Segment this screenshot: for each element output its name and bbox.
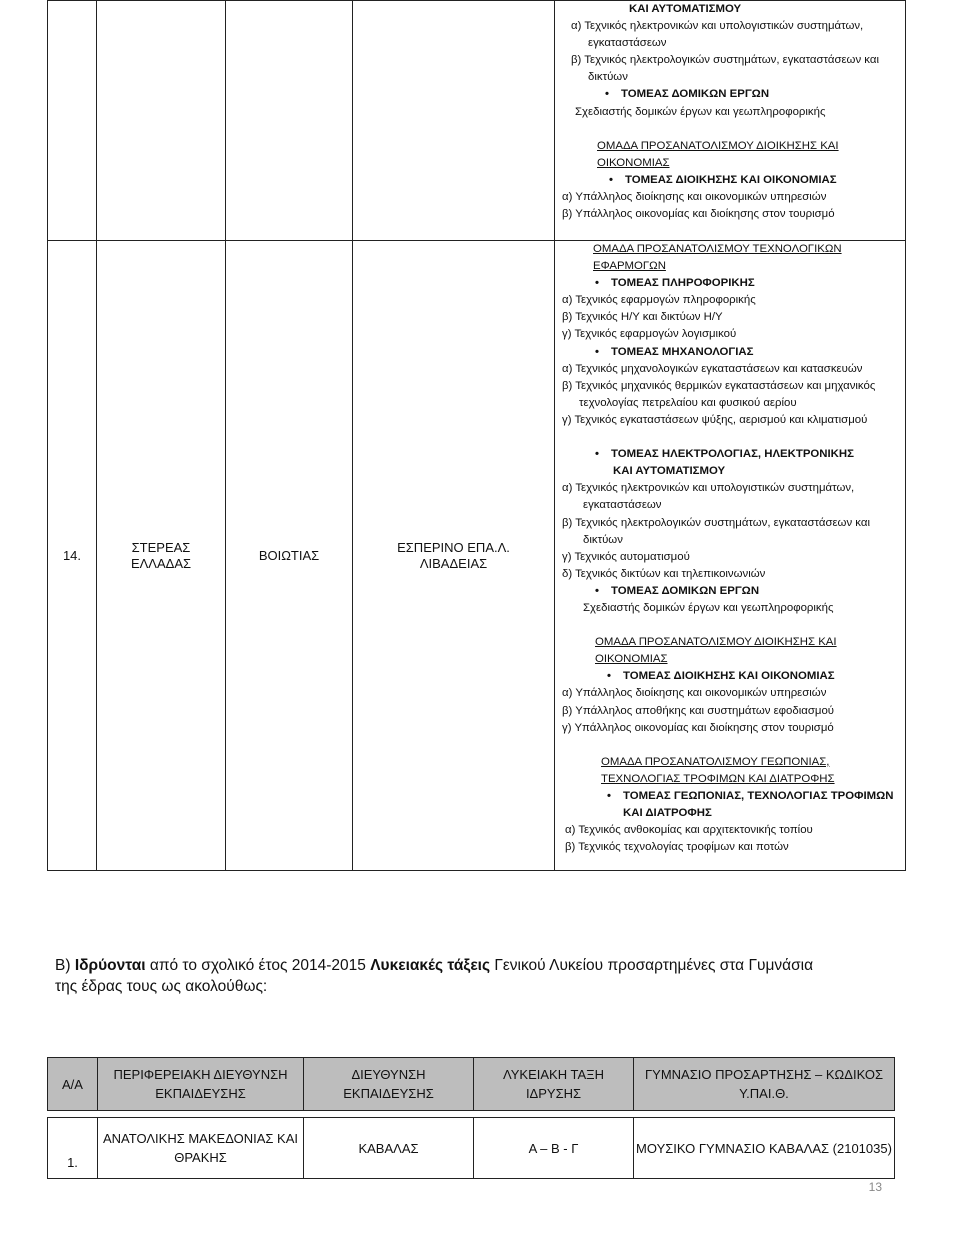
specialties-list-prev (555, 1, 905, 223)
specialty-line: γ) Τεχνικός αυτοματισμού (562, 550, 690, 563)
specialty-line: ΤΕΧΝΟΛΟΓΙΑΣ ΤΡΟΦΙΜΩΝ ΚΑΙ ΔΙΑΤΡΟΦΗΣ (601, 772, 835, 785)
specialty-line: γ) Τεχνικός εγκαταστάσεων ψύξης, αερισμού και κλιματισμού (562, 413, 868, 426)
specialty-line (555, 429, 905, 446)
cell-row-region: ΑΝΑΤΟΛΙΚΗΣ ΜΑΚΕΔΟΝΙΑΣ ΚΑΙ ΘΡΑΚΗΣ (98, 1118, 304, 1179)
specialty-line: δικτύων (583, 533, 623, 546)
specialty-line: α) Τεχνικός μηχανολογικών εγκαταστάσεων και κατασκευών (562, 362, 863, 375)
school-line-2: ΛΙΒΑΔΕΙΑΣ (419, 555, 488, 571)
cell-row-gymnasium: ΜΟΥΣΙΚΟ ΓΥΜΝΑΣΙΟ ΚΑΒΑΛΑΣ (2101035) (634, 1118, 895, 1179)
specialty-line: ΟΜΑΔΑ ΠΡΟΣΑΝΑΤΟΛΙΣΜΟΥ ΔΙΟΙΚΗΣΗΣ ΚΑΙ (595, 636, 837, 649)
para-text-3: της έδρας τους ως ακολούθως: (55, 978, 268, 995)
specialty-prev-line: Σχεδιαστής δομικών έργων και γεωπληροφορικής (575, 105, 826, 118)
specialty-line: • ΤΟΜΕΑΣ ΠΛΗΡΟΦΟΡΙΚΗΣ (555, 275, 905, 292)
specialty-line: ΟΜΑΔΑ ΠΡΟΣΑΝΑΤΟΛΙΣΜΟΥ ΓΕΩΠΟΝΙΑΣ, (601, 755, 830, 768)
specialty-line: • ΤΟΜΕΑΣ ΗΛΕΚΤΡΟΛΟΓΙΑΣ, ΗΛΕΚΤΡΟΝΙΚΗΣ (555, 446, 905, 463)
region-line-2: ΕΛΛΑΔΑΣ (130, 555, 192, 571)
cell-school (353, 241, 555, 871)
specialty-line: α) Τεχνικός ανθοκομίας και αρχιτεκτονικής τοπίου (565, 824, 813, 837)
cell-directorate (226, 241, 353, 871)
header-directorate: ΔΙΕΥΘΥΝΣΗ ΕΚΠΑΙΔΕΥΣΗΣ (304, 1058, 474, 1111)
table-header-row (48, 1058, 895, 1111)
specialty-line: α) Τεχνικός εφαρμογών πληροφορικής (562, 294, 756, 307)
specialty-prev-line (555, 121, 905, 138)
specialties-list (555, 241, 905, 856)
directorate-name: ΒΟΙΩΤΙΑΣ (258, 547, 320, 563)
cell-aa-prev (48, 1, 97, 241)
cell-directorate-prev (226, 1, 353, 241)
specialty-line: β) Τεχνικός τεχνολογίας τροφίμων και ποτών (565, 841, 789, 854)
row-number: 14. (62, 547, 82, 563)
header-class: ΛΥΚΕΙΑΚΗ ΤΑΞΗ ΙΔΡΥΣΗΣ (474, 1058, 634, 1111)
specialty-line: ΚΑΙ ΑΥΤΟΜΑΤΙΣΜΟΥ (613, 465, 726, 478)
header-aa: Α/Α (48, 1058, 98, 1111)
header-region: ΠΕΡΙΦΕΡΕΙΑΚΗ ΔΙΕΥΘΥΝΣΗ ΕΚΠΑΙΔΕΥΣΗΣ (98, 1058, 304, 1111)
specialty-line: ΟΜΑΔΑ ΠΡΟΣΑΝΑΤΟΛΙΣΜΟΥ ΤΕΧΝΟΛΟΓΙΚΩΝ (593, 243, 842, 255)
schools-table (47, 0, 906, 871)
cell-row-directorate: ΚΑΒΑΛΑΣ (304, 1118, 474, 1179)
specialty-prev-line: α) Υπάλληλος διοίκησης και οικονομικών υπηρεσιών (562, 191, 827, 204)
specialty-line (555, 737, 905, 754)
cell-specialties (555, 241, 906, 871)
specialty-line (555, 617, 905, 634)
specialty-prev-line: ΟΜΑΔΑ ΠΡΟΣΑΝΑΤΟΛΙΣΜΟΥ ΔΙΟΙΚΗΣΗΣ ΚΑΙ (597, 139, 839, 152)
specialty-line: • ΤΟΜΕΑΣ ΔΙΟΙΚΗΣΗΣ ΚΑΙ ΟΙΚΟΝΟΜΙΑΣ (555, 668, 905, 685)
cell-row-aa: 1. (48, 1118, 98, 1179)
lyceum-classes-table (47, 1057, 895, 1179)
specialty-line: γ) Τεχνικός εφαρμογών λογισμικού (562, 328, 737, 341)
region-line-1: ΣΤΕΡΕΑΣ (131, 539, 191, 555)
specialty-prev-line: β) Τεχνικός ηλεκτρολογικών συστημάτων, εγκαταστάσεων και (571, 54, 879, 67)
specialty-prev-line: • ΤΟΜΕΑΣ ΔΙΟΙΚΗΣΗΣ ΚΑΙ ΟΙΚΟΝΟΜΙΑΣ (555, 172, 905, 189)
specialty-line: β) Τεχνικός μηχανικός θερμικών εγκαταστάσεων και μηχανικός (562, 379, 876, 392)
specialty-line: β) Τεχνικός Η/Υ και δικτύων Η/Υ (562, 311, 723, 324)
cell-row-class: Α – Β - Γ (474, 1118, 634, 1179)
specialty-line: τεχνολογίας πετρελαίου και φυσικού αερίου (579, 396, 797, 409)
table-row (48, 1118, 895, 1179)
specialty-line: β) Υπάλληλος αποθήκης και συστημάτων εφοδιασμού (562, 704, 835, 717)
cell-region (97, 241, 226, 871)
specialty-line: β) Τεχνικός ηλεκτρολογικών συστημάτων, εγκαταστάσεων και (562, 516, 870, 529)
para-label: Β) (55, 957, 75, 974)
specialty-line: εγκαταστάσεων (583, 499, 662, 512)
specialty-prev-line: β) Υπάλληλος οικονομίας και διοίκησης στον τουρισμό (562, 208, 835, 221)
specialty-line: • ΤΟΜΕΑΣ ΜΗΧΑΝΟΛΟΓΙΑΣ (555, 344, 905, 361)
specialty-line: ΕΦΑΡΜΟΓΩΝ (593, 260, 666, 273)
specialty-prev-line: ΚΑΙ ΑΥΤΟΜΑΤΙΣΜΟΥ (629, 3, 742, 15)
specialty-prev-line: ΟΙΚΟΝΟΜΙΑΣ (597, 156, 670, 169)
specialty-prev-line: α) Τεχνικός ηλεκτρονικών και υπολογιστικών συστημάτων, (571, 20, 864, 33)
specialty-line: • ΤΟΜΕΑΣ ΔΟΜΙΚΩΝ ΕΡΓΩΝ (555, 583, 905, 600)
para-bold-2: Λυκειακές τάξεις (370, 957, 491, 974)
specialty-line: Σχεδιαστής δομικών έργων και γεωπληροφορικής (583, 601, 834, 614)
para-text-1: από το σχολικό έτος 2014-2015 (145, 957, 371, 974)
specialty-line: α) Υπάλληλος διοίκησης και οικονομικών υπηρεσιών (562, 687, 827, 700)
specialty-line: α) Τεχνικός ηλεκτρονικών και υπολογιστικών συστημάτων, (562, 482, 855, 495)
specialty-line: δ) Τεχνικός δικτύων και τηλεπικοινωνιών (562, 567, 766, 580)
specialty-line: • ΤΟΜΕΑΣ ΓΕΩΠΟΝΙΑΣ, ΤΕΧΝΟΛΟΓΙΑΣ ΤΡΟΦΙΜΩΝ (555, 788, 905, 805)
cell-region-prev (97, 1, 226, 241)
cell-aa (48, 241, 97, 871)
cell-specialties-prev (555, 1, 906, 241)
school-line-1: ΕΣΠΕΡΙΝΟ ΕΠΑ.Λ. (397, 539, 510, 555)
specialty-prev-line: • ΤΟΜΕΑΣ ΔΟΜΙΚΩΝ ΕΡΓΩΝ (555, 86, 905, 103)
para-bold-1: Ιδρύονται (74, 957, 146, 974)
specialty-line: ΚΑΙ ΔΙΑΤΡΟΦΗΣ (623, 807, 712, 820)
specialty-prev-line: δικτύων (588, 71, 628, 84)
cell-school-prev (353, 1, 555, 241)
para-text-2: Γενικού Λυκείου προσαρτημένες στα Γυμνάσια (490, 957, 814, 974)
specialty-line: ΟΙΚΟΝΟΜΙΑΣ (595, 653, 668, 666)
page-number: 13 (868, 1180, 882, 1194)
specialty-prev-line: εγκαταστάσεων (588, 37, 667, 50)
header-gymnasium: ΓΥΜΝΑΣΙΟ ΠΡΟΣΑΡΤΗΣΗΣ – ΚΩΔΙΚΟΣ Υ.ΠΑΙ.Θ. (634, 1058, 895, 1111)
paragraph-b (55, 955, 905, 997)
specialty-line: γ) Υπάλληλος οικονομίας και διοίκησης στον τουρισμό (562, 721, 834, 734)
